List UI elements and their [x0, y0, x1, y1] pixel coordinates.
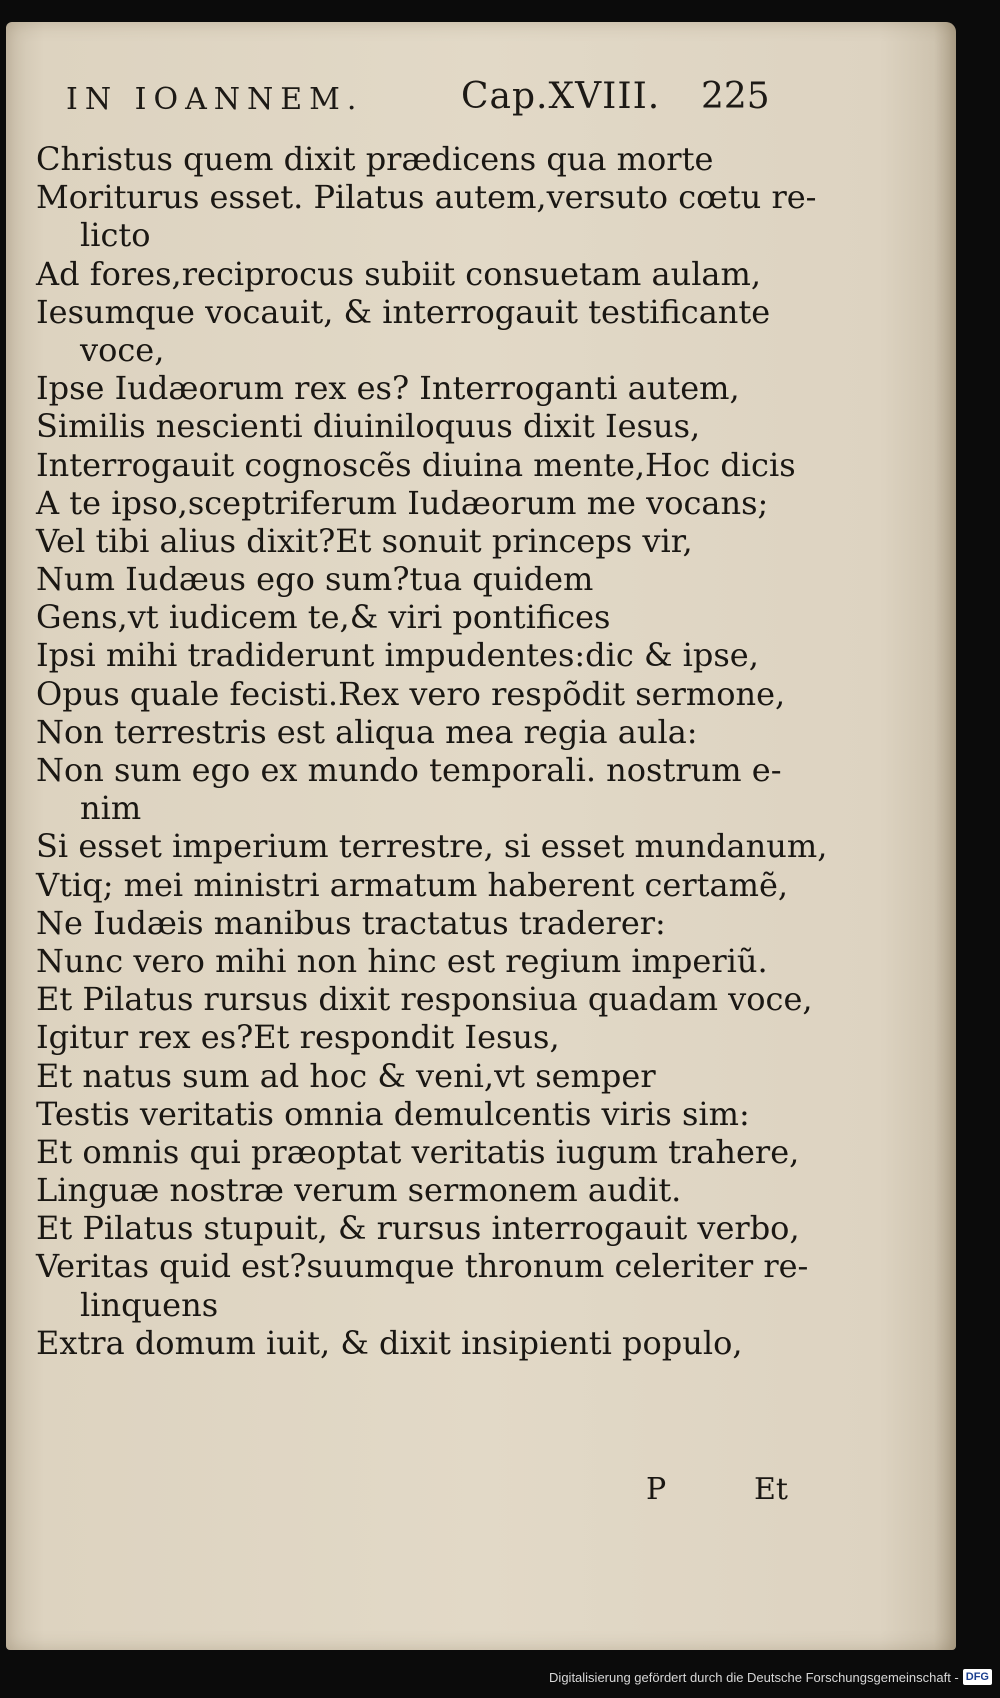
verse-line: licto	[80, 216, 151, 255]
verse-text-block	[36, 140, 828, 1362]
verse-line: Testis veritatis omnia demulcentis viris sim:	[36, 1094, 750, 1133]
verse-line: Vtiq; mei ministri armatum haberent certamẽ,	[36, 865, 789, 904]
verse-line: linquens	[80, 1285, 219, 1324]
page-edge-shadow	[934, 22, 956, 1650]
verse-line: Moriturus esset. Pilatus autem,versuto cœtu re-	[36, 178, 817, 217]
dfg-logo: DFG	[963, 1669, 992, 1685]
verse-line: Veritas quid est?suumque thronum celeriter re-	[36, 1247, 809, 1286]
verse-line: Opus quale fecisti.Rex vero respõdit sermone,	[36, 674, 786, 713]
verse-line: Non terrestris est aliqua mea regia aula:	[36, 712, 698, 751]
verse-line: A te ipso,sceptriferum Iudæorum me vocans;	[36, 483, 769, 522]
signature-mark: P	[646, 1472, 667, 1507]
book-page	[6, 22, 956, 1650]
verse-line: Num Iudæus ego sum?tua quidem	[36, 560, 594, 599]
running-head	[61, 72, 791, 132]
verse-line: Et Pilatus rursus dixit responsiua quadam voce,	[36, 980, 813, 1019]
catchword: Et	[754, 1472, 788, 1507]
running-head-title: IN IOANNEM.	[66, 82, 364, 117]
verse-line: Igitur rex es?Et respondit Iesus,	[36, 1018, 560, 1057]
verse-line: Iesumque vocauit, & interrogauit testificante	[36, 292, 771, 331]
verse-line: Extra domum iuit, & dixit insipienti populo,	[36, 1323, 743, 1362]
verse-line: Ipse Iudæorum rex es? Interroganti autem,	[36, 369, 740, 408]
running-head-chapter: Cap.XVIII.	[461, 76, 661, 117]
verse-line: Interrogauit cognoscẽs diuina mente,Hoc dicis	[36, 445, 796, 484]
verse-line: voce,	[80, 330, 165, 369]
verse-line: Ad fores,reciprocus subiit consuetam aulam,	[36, 254, 762, 293]
verse-line: Non sum ego ex mundo temporali. nostrum e-	[36, 751, 782, 789]
footer-text: Digitalisierung gefördert durch die Deutsche Forschungsgemeinschaft -	[549, 1669, 959, 1685]
page-foot	[6, 1472, 1000, 1512]
digitization-footer	[549, 1666, 992, 1688]
verse-line: Similis nescienti diuiniloquus dixit Iesus,	[36, 407, 701, 446]
verse-line: Linguæ nostræ verum sermonem audit.	[36, 1171, 682, 1210]
verse-line: Nunc vero mihi non hinc est regium imperiũ.	[36, 941, 768, 980]
verse-line: nim	[80, 789, 142, 828]
verse-line: Ne Iudæis manibus tractatus traderer:	[36, 903, 666, 942]
verse-line: Et natus sum ad hoc & veni,vt semper	[36, 1056, 656, 1095]
verse-line: Vel tibi alius dixit?Et sonuit princeps vir,	[36, 521, 693, 560]
verse-line: Et Pilatus stupuit, & rursus interrogauit verbo,	[36, 1209, 800, 1248]
verse-line: Christus quem dixit prædicens qua morte	[36, 140, 714, 178]
verse-line: Ipsi mihi tradiderunt impudentes:dic & ipse,	[36, 636, 759, 675]
verse-line: Et omnis qui præoptat veritatis iugum trahere,	[36, 1132, 800, 1171]
verse-line: Si esset imperium terrestre, si esset mundanum,	[36, 827, 828, 866]
page-number: 225	[701, 76, 770, 117]
verse-line: Gens,vt iudicem te,& viri pontifices	[36, 598, 611, 637]
